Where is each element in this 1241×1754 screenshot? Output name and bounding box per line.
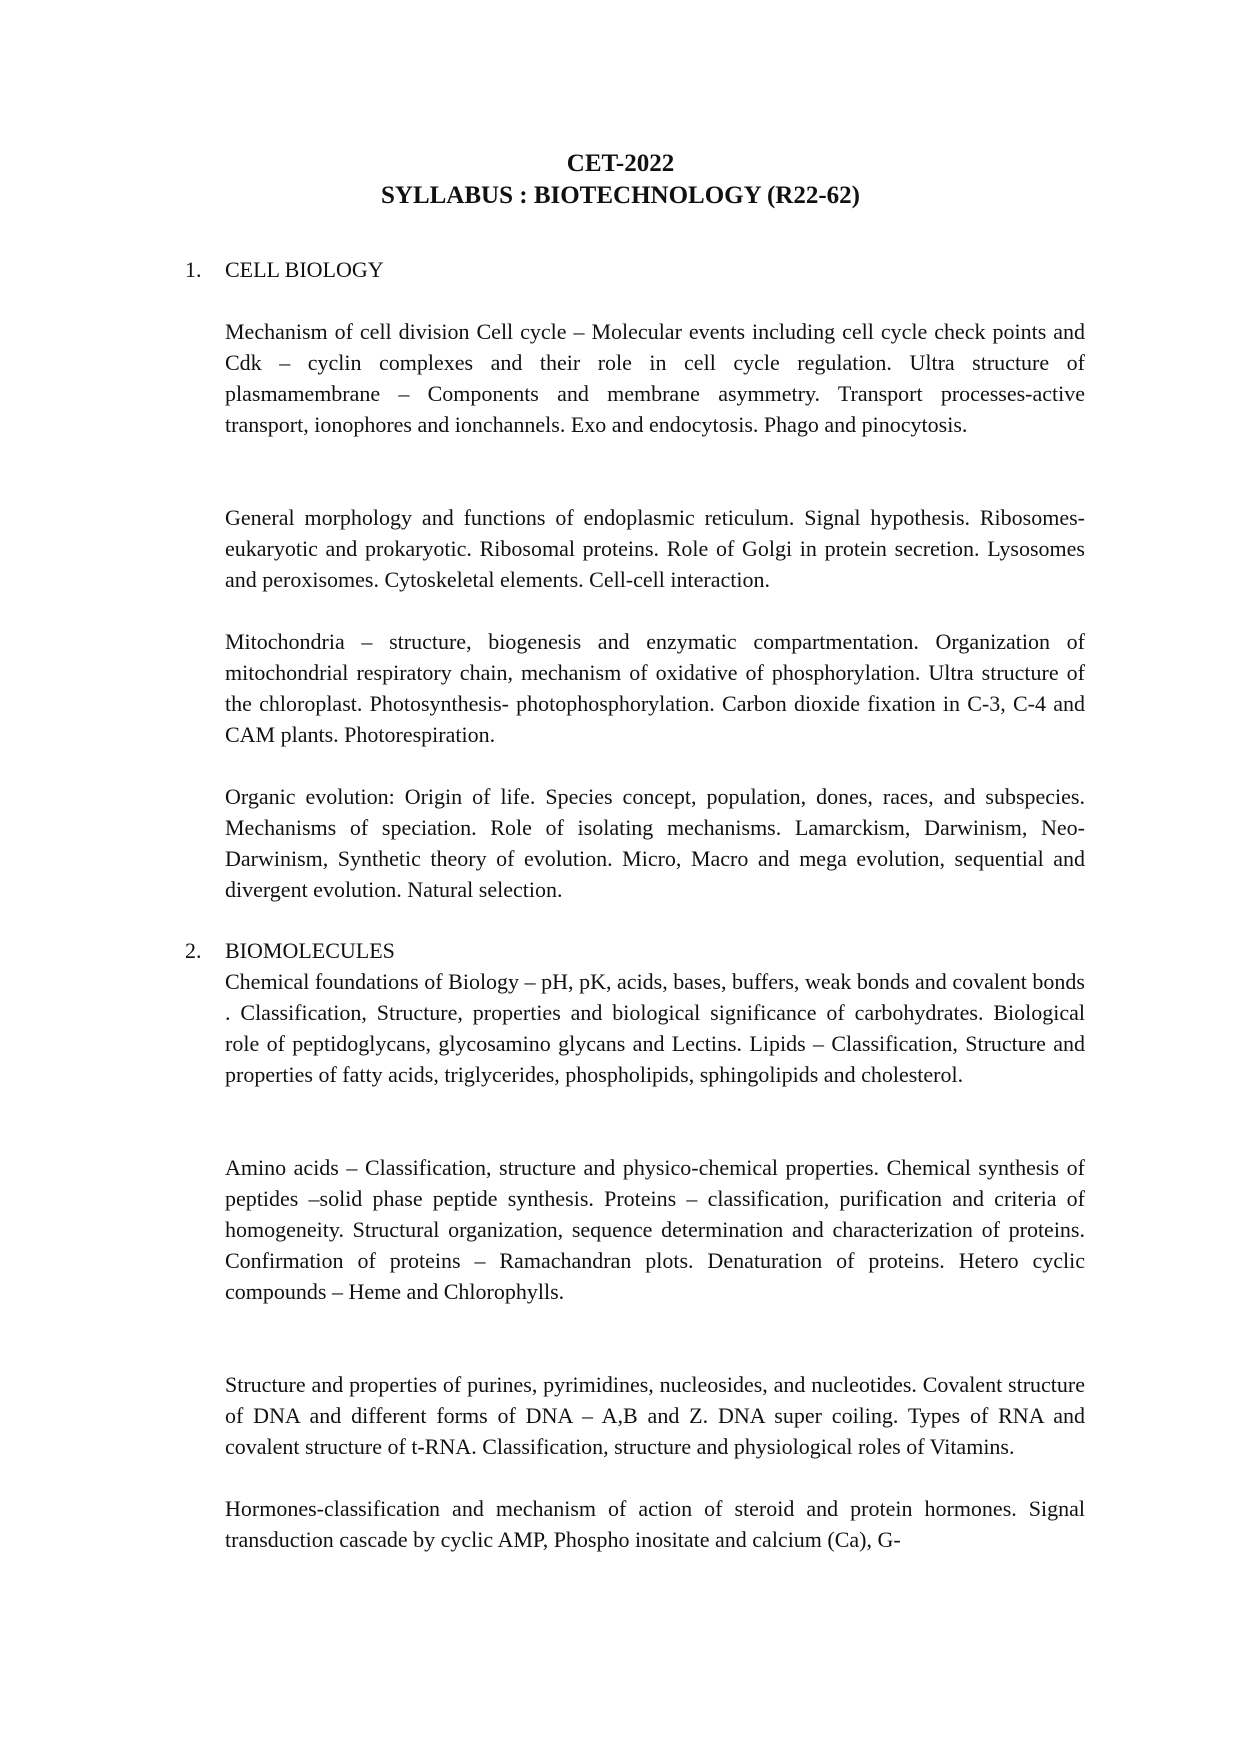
syllabus-title: SYLLABUS : BIOTECHNOLOGY (R22-62) <box>381 182 860 209</box>
paragraph-purines-dna: Structure and properties of purines, pyrimidines, nucleosides, and nucleotides. Covalent structure of DNA and different forms of DNA – A,B and Z. DNA super coiling. Types of RNA and covalent structure of t-RNA. Classification, structure and physiological roles of Vitamins. <box>225 1372 1085 1459</box>
section-title: CELL BIOLOGY <box>225 257 384 282</box>
section-heading-cell-biology <box>185 254 384 285</box>
paragraph-organic-evolution: Organic evolution: Origin of life. Species concept, population, dones, races, and subspecies. Mechanisms of speciation. Role of isolating mechanisms. Lamarckism, Darwinism, Neo-Darwinism, Synthetic theory of evolution. Micro, Macro and mega evolution, sequential and divergent evolution. Natural selection. <box>225 784 1085 902</box>
section-number: 1. <box>185 257 202 282</box>
exam-title: CET-2022 <box>566 150 675 177</box>
paragraph-amino-acids: Amino acids – Classification, structure and physico-chemical properties. Chemical synthesis of peptides –solid phase peptide synthesis. Proteins – classification, purification and criteria of homogeneity. Structural organization, sequence determination and characterization of proteins. Confirmation of proteins – Ramachandran plots. Denaturation of proteins. Hetero cyclic compounds – Heme and Chlorophylls. <box>225 1155 1085 1304</box>
document-header <box>0 148 1241 212</box>
paragraph-hormones: Hormones-classification and mechanism of action of steroid and protein hormones. Signal transduction cascade by cyclic AMP, Phospho inositate and calcium (Ca), G- <box>225 1496 1085 1552</box>
section-title: BIOMOLECULES <box>225 938 395 963</box>
paragraph-endoplasmic-reticulum: General morphology and functions of endoplasmic reticulum. Signal hypothesis. Ribosomes- eukaryotic and prokaryotic. Ribosomal proteins. Role of Golgi in protein secretion. Lysosomes and peroxisomes. Cytoskeletal elements. Cell-cell interaction. <box>225 505 1085 592</box>
paragraph-mitochondria: Mitochondria – structure, biogenesis and enzymatic compartmentation. Organization of mitochondrial respiratory chain, mechanism of oxidative of phosphorylation. Ultra structure of the chloroplast. Photosynthesis- photophosphorylation. Carbon dioxide fixation in C-3, C-4 and CAM plants. Photorespiration. <box>225 629 1085 747</box>
section-number: 2. <box>185 938 202 963</box>
paragraph-chemical-foundations: Chemical foundations of Biology – pH, pK, acids, bases, buffers, weak bonds and covalent bonds . Classification, Structure, properties and biological significance of carbohydrates. Biological role of peptidoglycans, glycosamino glycans and Lectins. Lipids – Classification, Structure and properties of fatty acids, triglycerides, phospholipids, sphingolipids and cholesterol. <box>225 969 1085 1087</box>
section-heading-biomolecules <box>185 935 395 966</box>
paragraph-cell-division: Mechanism of cell division Cell cycle – Molecular events including cell cycle check points and Cdk – cyclin complexes and their role in cell cycle regulation. Ultra structure of plasmamembrane – Components and membrane asymmetry. Transport processes-active transport, ionophores and ionchannels. Exo and endocytosis. Phago and pinocytosis. <box>225 319 1085 437</box>
